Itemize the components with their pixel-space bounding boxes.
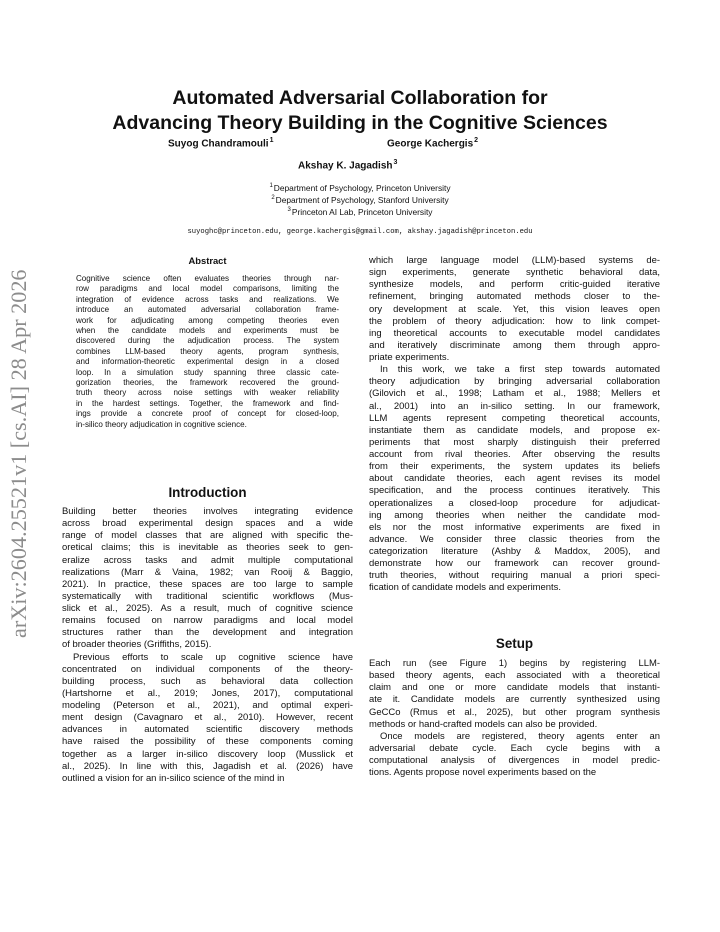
text-line: al., 2001) into an in-silico setting. In our framework, — [369, 400, 660, 412]
text-line: systematically with traditional scientific workflows (Mus- — [62, 590, 353, 602]
text-line: operationalizes a closed-loop procedure for adjudicat- — [369, 497, 660, 509]
text-line: eralize across tasks and admit multiple computational — [62, 554, 353, 566]
text-line: periments that most sharply distinguish their preferred — [369, 436, 660, 448]
text-line: and iteratively discriminate among them through appro- — [369, 339, 660, 351]
introduction-text — [62, 506, 353, 785]
text-line: methods or hand-crafted models can also be provided. — [369, 718, 598, 730]
text-line: Building better theories involves integrating evidence — [62, 506, 353, 517]
text-line: Each run (see Figure 1) begins by registering LLM- — [369, 658, 660, 669]
text-line: ate it. Candidate models are currently synthesized using — [369, 694, 660, 706]
text-line: work for adjudicating among competing theories even — [76, 315, 339, 325]
text-line: 2021). In practice, these spaces are too large to sample — [62, 578, 353, 590]
author-emails: suyoghc@princeton.edu, george.kachergis@gmail.com, akshay.jagadish@princeton.edu — [187, 228, 533, 236]
text-line: introduce an automated adversarial collaboration frame- — [76, 305, 339, 315]
affiliation-text: Department of Psychology, Princeton University — [273, 182, 451, 193]
text-line: Once models are registered, theory agents enter an — [380, 730, 660, 742]
text-line: priate experiments. — [369, 352, 450, 363]
text-line: together as a larger in-silico discovery loop (Musslick et — [62, 748, 353, 760]
text-line: slick et al., 2025). As a result, much of cognitive science — [62, 603, 353, 614]
author — [387, 137, 478, 149]
text-line: specification, and the process continues iteratively. This — [369, 485, 660, 497]
title-line: Advancing Theory Building in the Cognitive Sciences — [112, 112, 608, 134]
text-line: computational analysis of divergences in model predic- — [369, 755, 660, 766]
text-line: account from rival theories. After observing the results — [369, 449, 660, 460]
text-line: ment design (Cavagnaro et al., 2010). However, recent — [62, 712, 353, 724]
text-line: Cognitive science often evaluates theories through nar- — [76, 274, 339, 283]
text-line: fication of candidate models and experiments. — [369, 582, 562, 594]
text-line: which large language model (LLM)-based systems de- — [369, 255, 660, 266]
text-line: (Hartshorne et al., 2019; Jones, 2017), computational — [62, 687, 353, 699]
text-line: row paradigms and local model comparisons, limiting the — [76, 284, 339, 294]
text-line: based theory agents, each associated with a theoretical — [369, 670, 660, 682]
text-line: combines LLM-based theory agents, program synthesis, — [76, 346, 339, 356]
text-line: LLM agents represent competing theoretical accounts, — [369, 412, 660, 424]
text-line: al., 2025). In line with this, Jagadish et al. (2026) have — [62, 760, 353, 772]
author-name: Suyog Chandramouli — [168, 138, 269, 150]
author — [298, 159, 397, 171]
text-line: of broader theories (Griffiths, 2015). — [62, 639, 212, 651]
text-line: from their experiments, the system updates its beliefs — [369, 461, 660, 473]
affiliation-text: Princeton AI Lab, Princeton University — [291, 207, 433, 218]
text-line: truth theory across noise settings with weaker reliability — [76, 388, 339, 398]
author-name: George Kachergis — [387, 138, 474, 150]
affiliation-mark: 3 — [287, 207, 291, 214]
text-line: sign experiments, generate synthetic behavioral data, — [369, 267, 660, 279]
text-line: tions. Agents propose novel experiments based on the — [369, 767, 597, 779]
abstract-text — [76, 274, 339, 430]
text-line: ing among theories when neither the candidate mod- — [369, 509, 660, 521]
right-column-text — [369, 255, 660, 595]
setup-text — [369, 658, 660, 779]
text-line: oretical claims; this is inevitable as theories seek to gen- — [62, 542, 353, 554]
text-line: (Gilovich et al., 1998; Latham et al., 1988; Mellers et — [369, 388, 660, 400]
text-line: claim and one or more candidate models that instanti- — [369, 682, 660, 694]
text-line: the problem of theory adjudication: how to link compet- — [369, 315, 660, 327]
affiliation-line — [60, 193, 660, 205]
title-line: Automated Adversarial Collaboration for — [172, 87, 548, 109]
text-line: remains focused on narrow paradigms and local model — [62, 615, 353, 627]
affiliation-mark: 1 — [269, 183, 273, 189]
text-line: when the candidate models and experiments must be — [76, 326, 339, 336]
text-line: synthesize models, and perform critic-guided iterative — [369, 279, 660, 291]
affiliation-text: Department of Psychology, Stanford University — [275, 195, 449, 205]
text-line: in the hardest settings. Together, the framework and find- — [76, 398, 339, 408]
text-line: realizations (Marr & Vaina, 1982; van Rooij & Baggio, — [62, 566, 353, 578]
text-line: gorization theories, the framework recovered the ground- — [76, 378, 339, 388]
text-line: discovered during the adjudication process. The system — [76, 336, 339, 346]
author-affiliation-mark: 3 — [393, 159, 398, 166]
text-line: in-silico theory adjudication in cognitive science. — [76, 419, 247, 429]
text-line: and information-theoretic experimental design in a closed — [76, 357, 339, 367]
affiliation-mark: 2 — [271, 195, 275, 202]
text-line: ing theoretical accounts to executable model candidates — [369, 327, 660, 339]
affiliations — [60, 181, 660, 218]
affiliation-line — [60, 181, 660, 193]
author-affiliation-mark: 1 — [269, 137, 274, 144]
introduction-heading: Introduction — [168, 485, 247, 500]
text-line: ory development at scale. Yet, this vision leaves open — [369, 303, 660, 315]
text-line: In this work, we take a first step towards automated — [380, 364, 660, 376]
text-line: across broad experimental design spaces and a wide — [62, 518, 353, 530]
paper-title — [60, 86, 660, 136]
text-line: advance. We consider three classic theories from the — [369, 533, 660, 545]
text-line: demonstrate how our framework can recover ground- — [369, 558, 660, 570]
abstract-heading: Abstract — [188, 255, 227, 266]
text-line: Previous efforts to scale up cognitive science have — [73, 651, 353, 663]
text-line: concentrated on individual components of the theory- — [62, 663, 353, 675]
text-line: adversarial debate cycle. Each cycle begins with a — [369, 742, 660, 754]
text-line: about candidate theories, each agent revises its model — [369, 473, 660, 485]
text-line: GeCCo (Rmus et al., 2025), but other program synthesis — [369, 706, 660, 718]
text-line: categorization literature (Ashby & Maddox, 2005), and — [369, 546, 660, 557]
text-line: ings provide a concrete proof of concept for closed-loop, — [76, 409, 339, 419]
text-line: modeling (Peterson et al., 2021), and optimal experi- — [62, 700, 353, 711]
text-line: theory adjudication by bringing adversarial collaboration — [369, 376, 660, 388]
author-affiliation-mark: 2 — [474, 137, 479, 144]
text-line: outlined a vision for an in-silico science of the mind in — [62, 772, 285, 784]
author — [168, 137, 273, 149]
text-line: structures rather than the development and integration — [62, 627, 353, 639]
text-line: building process, such as behavioral data collection — [62, 675, 353, 687]
affiliation-line — [60, 205, 660, 217]
text-line: have raised the possibility of these components coming — [62, 736, 353, 748]
text-line: truth theories, without requiring manual a priori speci- — [369, 570, 660, 582]
setup-heading: Setup — [495, 636, 534, 651]
text-line: els nor the most informative experiments are fixed in — [369, 521, 660, 533]
text-line: refinement, bringing automated methods closer to the- — [369, 291, 660, 303]
text-line: range of model classes that are aligned with specific the- — [62, 530, 353, 542]
arxiv-identifier-stamp: arXiv:2604.25521v1 [cs.AI] 28 Apr 2026 — [6, 269, 31, 639]
text-line: integration of evidence across tasks and realizations. We — [76, 294, 339, 304]
text-line: instantiate them as candidate models, and propose ex- — [369, 424, 660, 436]
text-line: loop. In a simulation study spanning three classic cate- — [76, 367, 339, 377]
author-name: Akshay K. Jagadish — [298, 160, 393, 172]
text-line: advances in automated scientific discovery methods — [62, 724, 353, 736]
